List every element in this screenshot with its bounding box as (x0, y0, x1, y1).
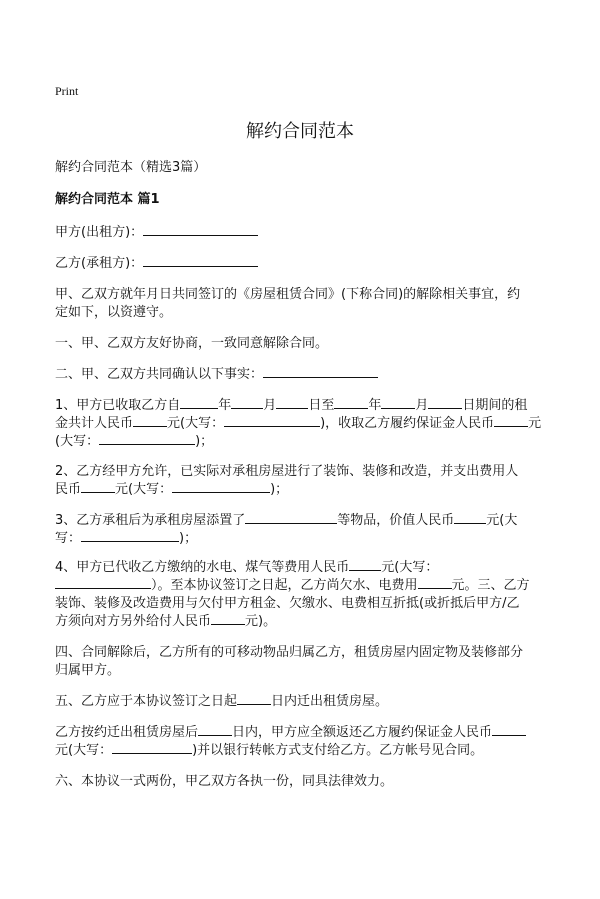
item-2-text: 民币 (55, 482, 82, 497)
item-4-line-1 (55, 556, 438, 575)
preamble-line-2: 定如下，以资遵守。 (55, 305, 173, 320)
item-3-text: 等物品，价值人民币 (337, 513, 455, 528)
item-1-line-3 (55, 430, 213, 449)
item-4-line-4 (55, 610, 276, 629)
blank (381, 396, 415, 409)
item-2-text: )； (270, 482, 289, 497)
item-1-line-2 (55, 412, 541, 431)
item-1-text: 金共计人民币 (55, 416, 134, 431)
item-1-text: )，收取乙方履约保证金人民币 (320, 416, 495, 431)
item-3-text: 元(大 (486, 513, 518, 528)
item-3-line-1 (55, 509, 517, 528)
item-4-text: 元)。 (245, 614, 277, 629)
item-4-line-3: 装饰、装修及改造费用与欠付甲方租金、欠缴水、电费相互折抵(或折抵后甲方/乙 (55, 596, 520, 611)
item-4-text: 元。三、乙方 (451, 578, 530, 593)
document-title: 解约合同范本 (246, 121, 354, 142)
item-4-text: ）。至本协议签订之日起，乙方尚欠水、电费用 (151, 578, 418, 593)
blank (494, 414, 528, 427)
clause-4-line-2: 归属甲方。 (55, 663, 121, 678)
party-b-label: 乙方(承租方)： (55, 256, 144, 271)
clause-2-blank (263, 365, 378, 378)
party-b-line (55, 252, 258, 271)
blank (55, 576, 151, 589)
item-2-line-2 (55, 478, 288, 497)
clause-2 (55, 363, 378, 382)
party-a-blank (143, 223, 258, 236)
preamble-line-1: 甲、乙双方就年月日共同签订的《房屋租赁合同》(下称合同)的解除相关事宜，约 (55, 287, 521, 302)
blank (211, 612, 245, 625)
clause-5-text: 五、乙方应于本协议签订之日起 (55, 694, 238, 709)
clause-4-line-1: 四、合同解除后，乙方所有的可移动物品归属乙方，租赁房屋内固定物及装修部分 (55, 645, 524, 660)
item-1-text: 1、甲方已收取乙方自 (55, 398, 181, 413)
item-4-text: 方须向对方另外给付人民币 (55, 614, 212, 629)
blank (492, 723, 526, 736)
item-1-text: )； (195, 434, 214, 449)
blank (349, 558, 381, 571)
item-1-text: 元(大写： (167, 416, 225, 431)
item-3-text: )； (179, 531, 198, 546)
blank (81, 480, 115, 493)
clause-1: 一、甲、乙双方友好协商，一致同意解除合同。 (55, 336, 329, 351)
clause-2-text: 二、甲、乙双方共同确认以下事实： (55, 367, 264, 382)
item-1-text: (大写： (55, 434, 100, 449)
item-2-line-1: 2、乙方经甲方允许，已实际对承租房屋进行了装饰、装修和改造，并支出费用人 (55, 464, 519, 479)
document-subtitle: 解约合同范本（精选3篇） (55, 160, 207, 175)
blank (99, 432, 195, 445)
blank (428, 396, 462, 409)
blank (231, 396, 263, 409)
item-2-text: 元(大写： (115, 482, 173, 497)
blank (237, 692, 271, 705)
blank (198, 723, 232, 736)
item-1-text: 元 (528, 416, 542, 431)
clause-5 (55, 690, 388, 709)
deposit-line-2 (55, 739, 483, 758)
blank (334, 396, 368, 409)
item-4-text: 元(大写： (381, 560, 439, 575)
party-a-line (55, 221, 258, 240)
deposit-text: 乙方按约迁出租赁房屋后 (55, 725, 199, 740)
item-1-text: 日至 (308, 398, 335, 413)
party-a-label: 甲方(出租方)： (55, 225, 144, 240)
blank (172, 480, 270, 493)
deposit-text: )并以银行转帐方式支付给乙方。乙方帐号见合同。 (192, 743, 484, 758)
blank (245, 511, 337, 524)
item-1-line-1 (55, 394, 527, 413)
item-3-text: 写： (55, 531, 82, 546)
item-1-text: 年 (218, 398, 232, 413)
blank (180, 396, 218, 409)
item-4-line-2 (55, 574, 530, 593)
blank (81, 529, 179, 542)
item-1-text: 月 (263, 398, 277, 413)
item-1-text: 年 (368, 398, 382, 413)
blank (454, 511, 486, 524)
item-3-line-2 (55, 527, 197, 546)
deposit-text: 元(大写： (55, 743, 113, 758)
print-label: Print (55, 84, 79, 98)
blank (276, 396, 308, 409)
clause-5-text: 日内迁出租赁房屋。 (271, 694, 389, 709)
blank (133, 414, 167, 427)
item-3-text: 3、乙方承租后为承租房屋添置了 (55, 513, 246, 528)
deposit-line-1 (55, 721, 526, 740)
clause-6: 六、本协议一式两份，甲乙双方各执一份，同具法律效力。 (55, 774, 394, 789)
section-heading: 解约合同范本 篇1 (55, 192, 160, 207)
deposit-text: 日内，甲方应全额返还乙方履约保证金人民币 (232, 725, 493, 740)
blank (418, 576, 452, 589)
item-1-text: 月 (415, 398, 429, 413)
item-4-text: 4、甲方已代收乙方缴纳的水电、煤气等费用人民币 (55, 560, 350, 575)
blank (112, 741, 192, 754)
blank (224, 414, 320, 427)
item-1-text: 日期间的租 (462, 398, 528, 413)
party-b-blank (143, 254, 258, 267)
